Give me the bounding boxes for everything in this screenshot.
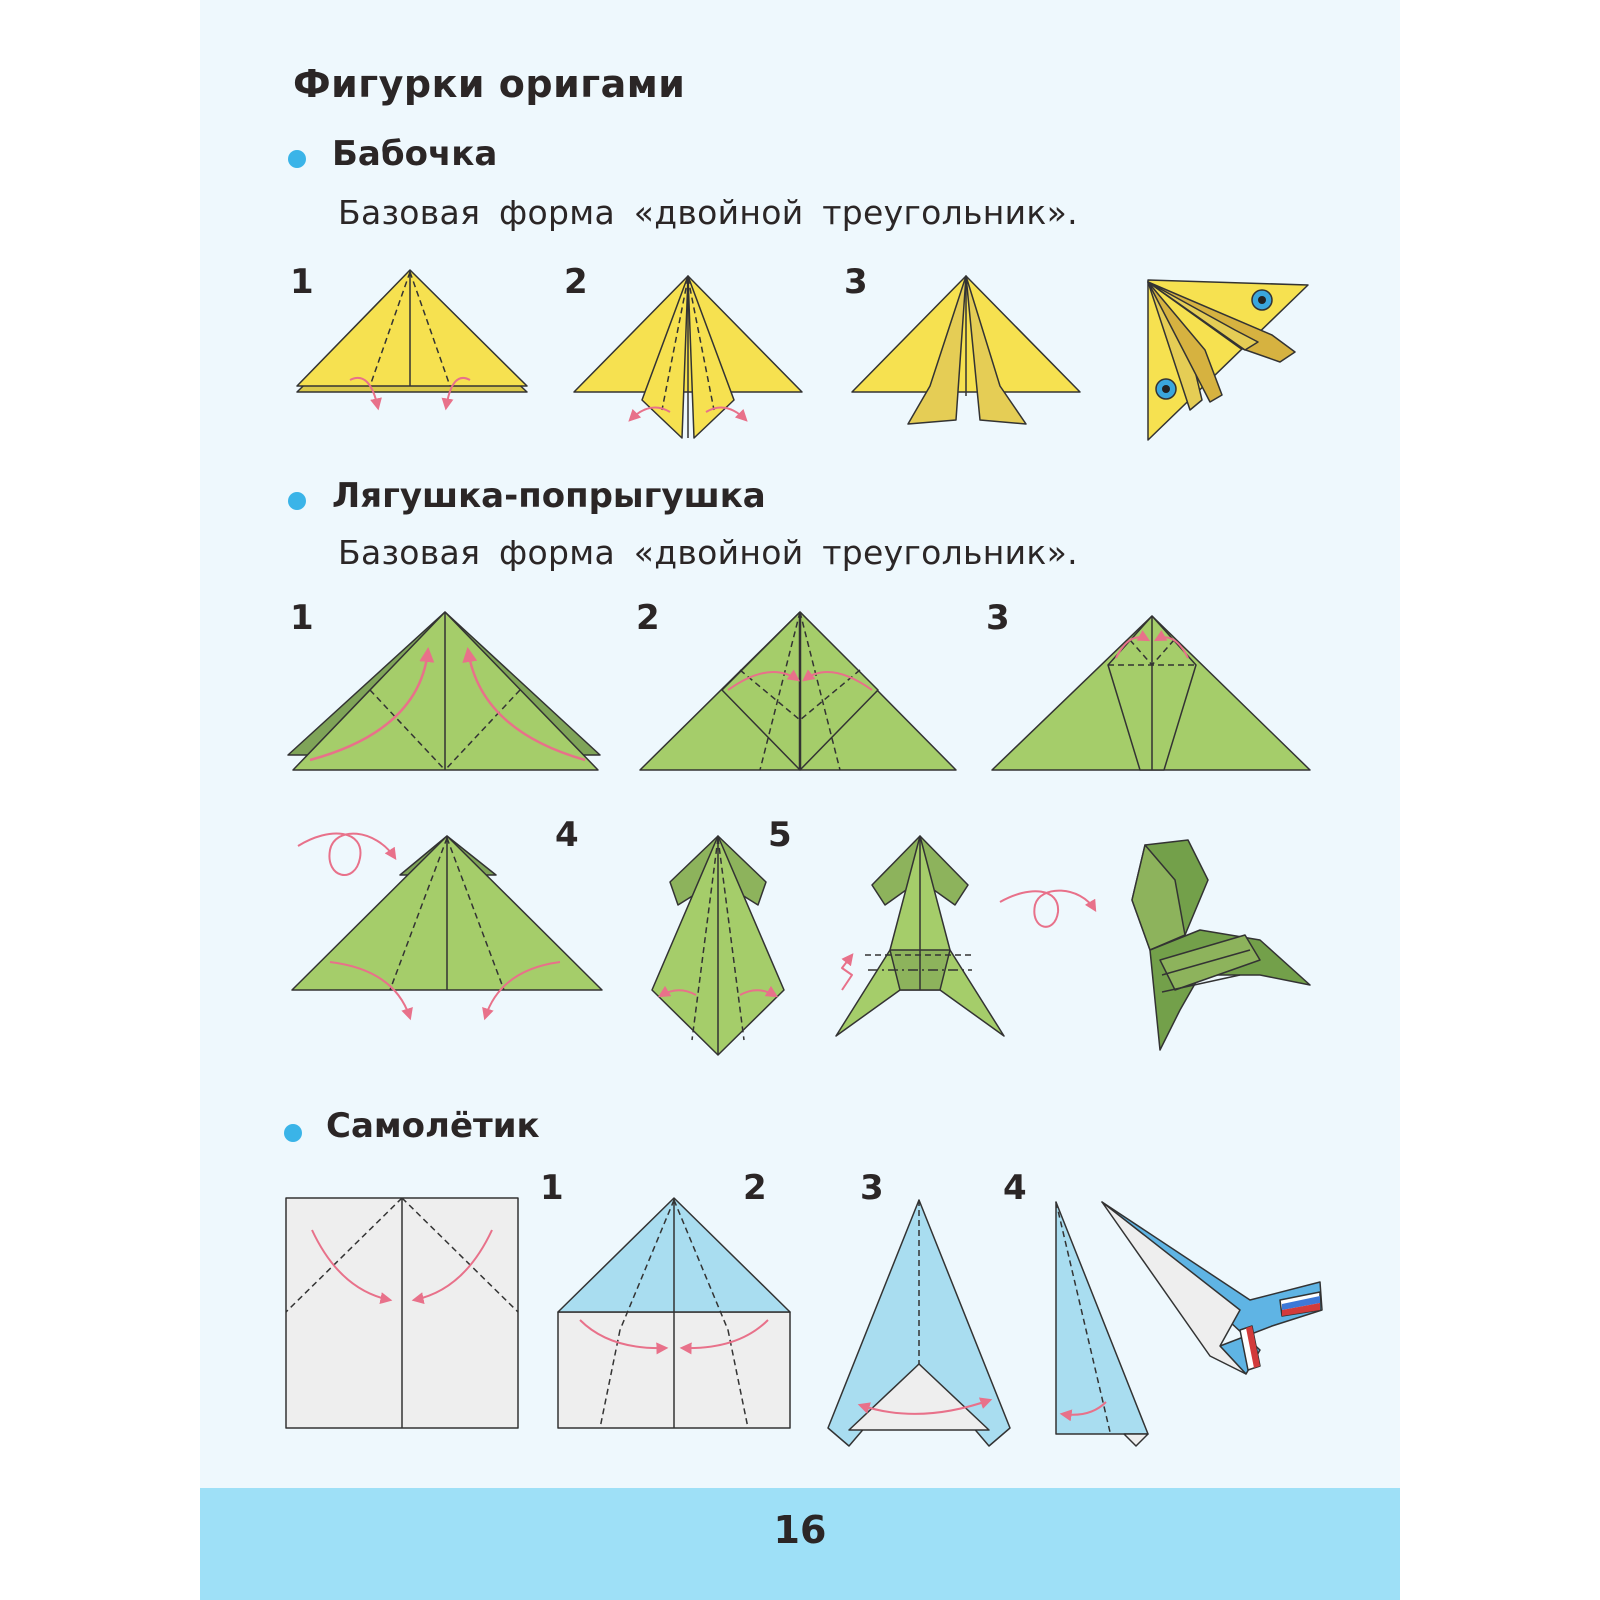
step-number: 5 bbox=[768, 815, 792, 855]
page-number: 16 bbox=[773, 1508, 827, 1552]
step-number: 2 bbox=[743, 1168, 767, 1208]
step-number: 3 bbox=[986, 598, 1010, 638]
step-number: 3 bbox=[844, 262, 868, 302]
section-title-frog: Лягушка-попрыгушка bbox=[332, 476, 766, 516]
frog-step-5-diagram bbox=[652, 836, 784, 1055]
airplane-step-1-diagram bbox=[286, 1198, 518, 1428]
frog-step-6-diagram bbox=[836, 836, 1004, 1036]
step-number: 2 bbox=[636, 598, 660, 638]
section-title-airplane: Самолётик bbox=[326, 1106, 540, 1146]
step-number: 4 bbox=[1003, 1168, 1027, 1208]
butterfly-step-1-diagram bbox=[297, 270, 527, 408]
butterfly-finished-diagram bbox=[1148, 280, 1308, 440]
frog-step-4-diagram bbox=[292, 836, 602, 1018]
airplane-step-2-diagram bbox=[558, 1198, 790, 1428]
step-number: 2 bbox=[564, 262, 588, 302]
step-number: 3 bbox=[860, 1168, 884, 1208]
frog-step-1-diagram bbox=[288, 612, 600, 770]
frog-step-2-diagram bbox=[640, 612, 956, 770]
airplane-step-3-diagram bbox=[828, 1200, 1010, 1446]
butterfly-step-2-diagram bbox=[574, 276, 802, 438]
section-subtitle-frog: Базовая форма «двойной треугольник». bbox=[338, 533, 1078, 572]
frog-step-3-diagram bbox=[992, 616, 1310, 770]
turn-over-arrow bbox=[1000, 891, 1095, 927]
step-number: 1 bbox=[290, 598, 314, 638]
butterfly-step-3-diagram bbox=[852, 276, 1080, 424]
turn-over-arrow bbox=[298, 834, 395, 876]
step-number: 1 bbox=[290, 262, 314, 302]
page-title: Фигурки оригами bbox=[293, 62, 686, 106]
step-number: 1 bbox=[540, 1168, 564, 1208]
airplane-finished-diagram bbox=[1102, 1202, 1322, 1374]
section-title-butterfly: Бабочка bbox=[332, 134, 498, 174]
section-subtitle-butterfly: Базовая форма «двойной треугольник». bbox=[338, 193, 1078, 232]
textbook-page bbox=[200, 0, 1400, 1600]
origami-illustrations bbox=[200, 0, 1400, 1488]
step-number: 4 bbox=[555, 815, 579, 855]
frog-finished-diagram bbox=[1132, 840, 1310, 1050]
